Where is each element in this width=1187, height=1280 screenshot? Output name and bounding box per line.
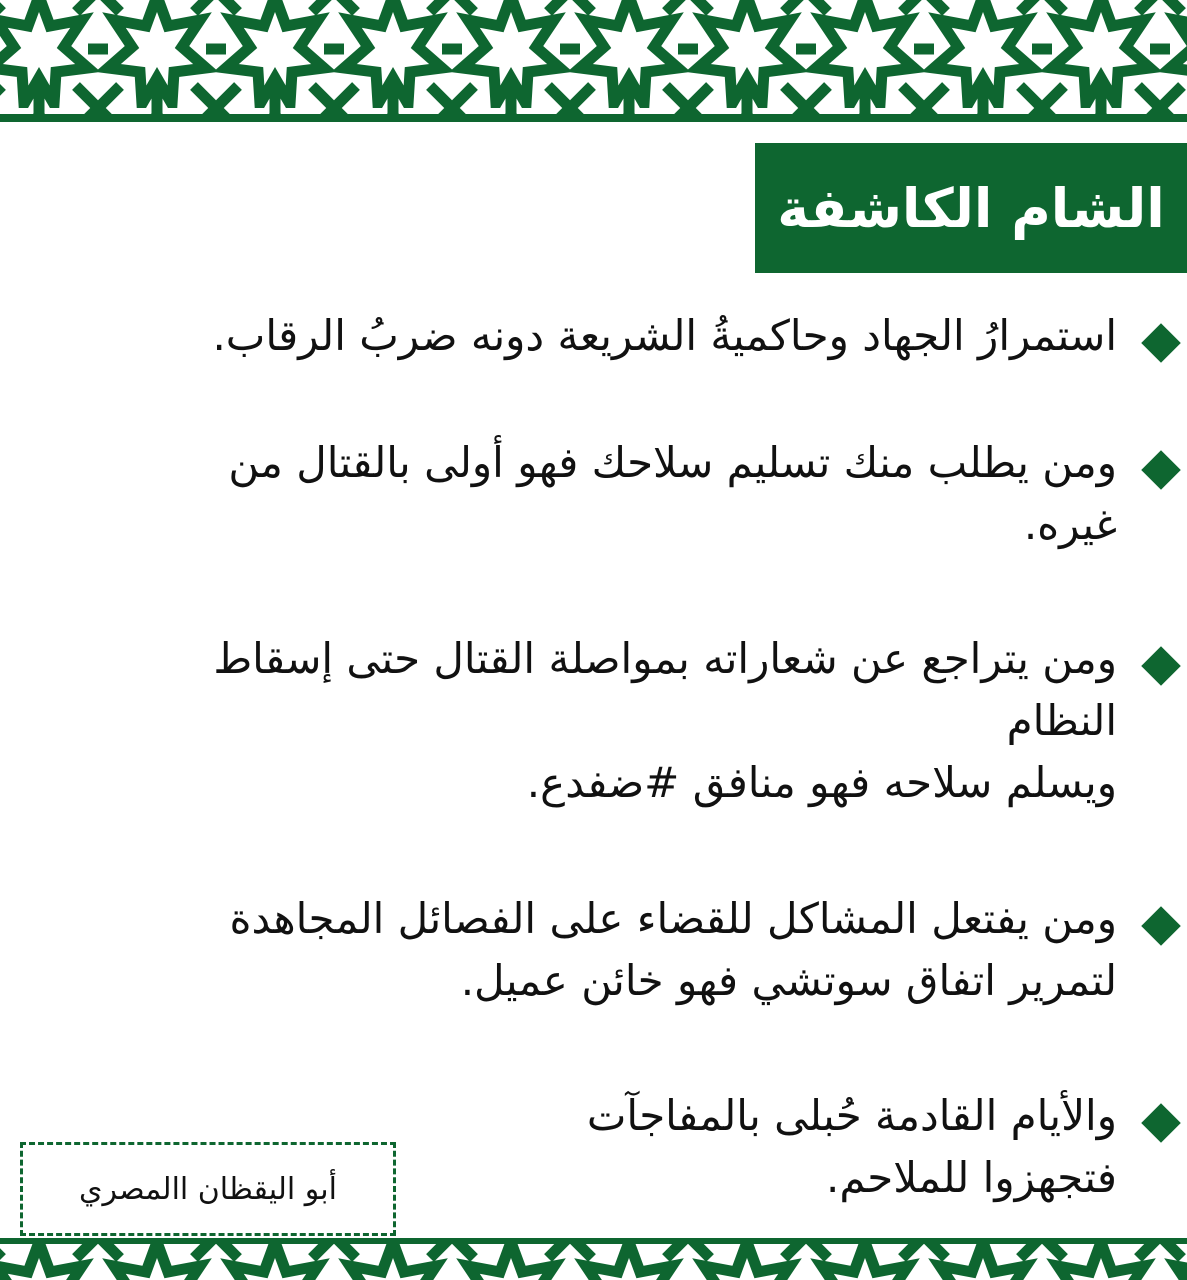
item-line: ومن يتراجع عن شعاراته بمواصلة القتال حتى إسقاط [213, 634, 1117, 683]
islamic-pattern-icon [0, 1238, 1187, 1280]
item-line: فتجهزوا للملاحم. [825, 1153, 1117, 1202]
list-item [17, 888, 1117, 1012]
author-signature: أبو اليقظان االمصري [20, 1142, 396, 1236]
list-item [17, 628, 1117, 814]
item-line: لتمرير اتفاق سوتشي فهو خائن عميل. [460, 956, 1117, 1005]
diamond-bullet-icon [1141, 1103, 1181, 1143]
diamond-bullet-icon [1141, 323, 1181, 363]
page-title: الشام الكاشفة [755, 143, 1187, 273]
list-item [17, 432, 1117, 556]
item-line: استمرارُ الجهاد وحاكميةُ الشريعة دونه ضربُ الرقاب. [212, 311, 1117, 360]
item-line: ومن يطلب منك تسليم سلاحك فهو أولى بالقتال من [228, 438, 1117, 487]
item-line: النظام [1006, 696, 1117, 745]
top-ornament-band [0, 0, 1187, 122]
item-line: والأيام القادمة حُبلى بالمفاجآت [586, 1091, 1117, 1140]
item-line: ويسلم سلاحه فهو منافق #ضفدع. [526, 758, 1117, 807]
diamond-bullet-icon [1141, 906, 1181, 946]
item-line: ومن يفتعل المشاكل للقضاء على الفصائل المجاهدة [229, 894, 1117, 943]
islamic-pattern-icon [0, 0, 1187, 122]
item-line: غيره. [1023, 500, 1117, 549]
diamond-bullet-icon [1141, 450, 1181, 490]
diamond-bullet-icon [1141, 646, 1181, 686]
bottom-ornament-band [0, 1238, 1187, 1280]
list-item [17, 305, 1117, 367]
